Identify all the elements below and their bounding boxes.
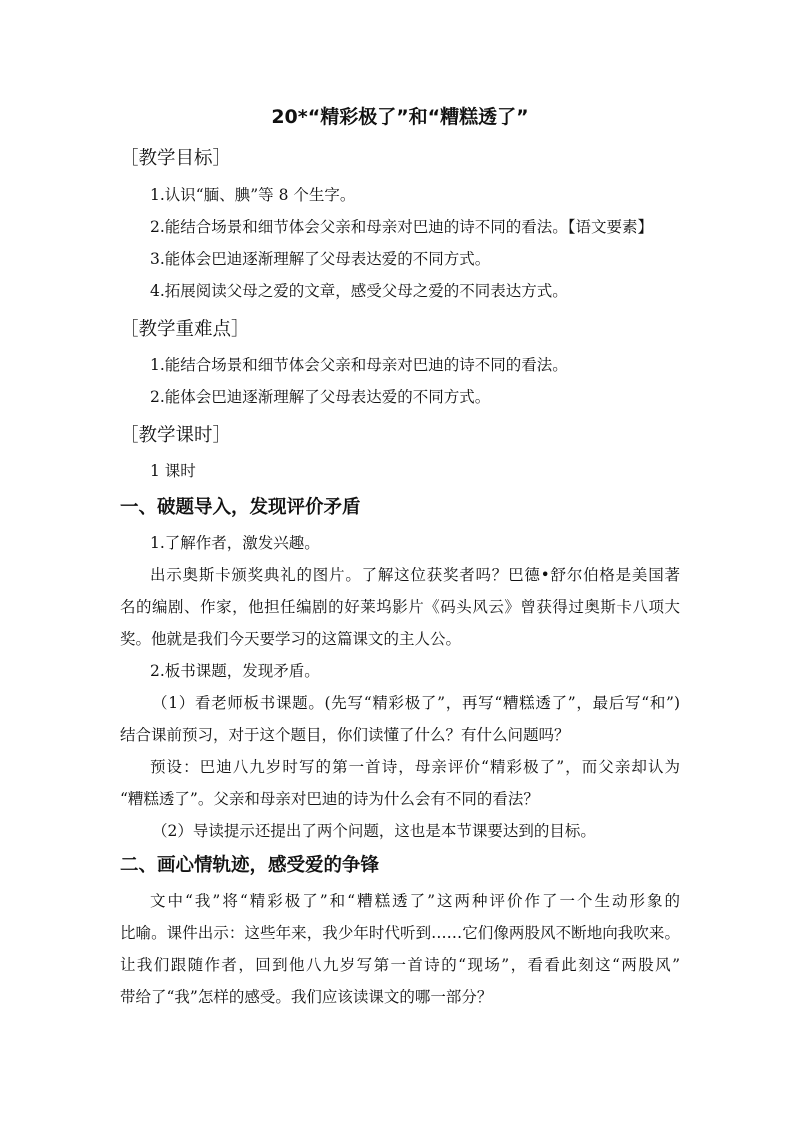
objective-item: 2.能结合场景和细节体会父亲和母亲对巴迪的诗不同的看法。【语文要素】 (150, 218, 654, 236)
section1-step2: 2.板书课题，发现矛盾。 (150, 662, 320, 680)
class-hours-value: 1 课时 (150, 462, 196, 480)
section2-paragraph-line: 比喻。课件出示：这些年来，我少年时代听到……它们像两股风不断地向我吹来。 (120, 924, 680, 942)
document-title: 20*“精彩极了”和“糟糕透了” (271, 106, 529, 128)
section1-heading: 一、破题导入，发现评价矛盾 (120, 497, 361, 518)
section2-paragraph-line: 文中“我”将“精彩极了”和“糟糕透了”这两种评价作了一个生动形象的 (150, 892, 680, 910)
section2-paragraph-line: 带给了“我”怎样的感受。我们应该读课文的哪一部分？ (120, 988, 493, 1006)
section2-heading: 二、画心情轨迹，感受爱的争锋 (120, 855, 380, 876)
objectives-heading: ［教学目标］ (120, 148, 232, 169)
section1-paragraph-line: 出示奥斯卡颁奖典礼的图片。了解这位获奖者吗？巴德•舒尔伯格是美国著 (150, 566, 680, 584)
section1-paragraph-line: 奖。他就是我们今天要学习的这篇课文的主人公。 (120, 630, 462, 648)
section1-paragraph-line: 预设：巴迪八九岁时写的第一首诗，母亲评价“精彩极了”，而父亲却认为 (150, 758, 680, 776)
section1-paragraph-line: “糟糕透了”。父亲和母亲对巴迪的诗为什么会有不同的看法？ (120, 790, 539, 808)
objective-item: 3.能体会巴迪逐渐理解了父母表达爱的不同方式。 (150, 250, 491, 268)
key-point-item: 1.能结合场景和细节体会父亲和母亲对巴迪的诗不同的看法。 (150, 356, 568, 374)
section1-paragraph-line: （2）导读提示还提出了两个问题，这也是本节课要达到的目标。 (152, 822, 596, 840)
section1-step1: 1.了解作者，激发兴趣。 (150, 534, 320, 552)
section1-paragraph-line: （1）看老师板书课题。(先写“精彩极了”，再写“糟糕透了”，最后写“和”) (152, 694, 680, 712)
section2-paragraph-line: 让我们跟随作者，回到他八九岁写第一首诗的“现场”，看看此刻这“两股风” (120, 956, 680, 974)
objective-item: 1.认识“腼、腆”等 8 个生字。 (150, 186, 356, 204)
key-points-heading: ［教学重难点］ (120, 319, 250, 340)
class-hours-heading: ［教学课时］ (120, 425, 232, 446)
section1-paragraph-line: 名的编剧、作家，他担任编剧的好莱坞影片《码头风云》曾获得过奥斯卡八项大 (120, 598, 680, 616)
objective-item: 4.拓展阅读父母之爱的文章，感受父母之爱的不同表达方式。 (150, 282, 568, 300)
section1-paragraph-line: 结合课前预习，对于这个题目，你们读懂了什么？有什么问题吗？ (120, 726, 570, 744)
key-point-item: 2.能体会巴迪逐渐理解了父母表达爱的不同方式。 (150, 388, 491, 406)
